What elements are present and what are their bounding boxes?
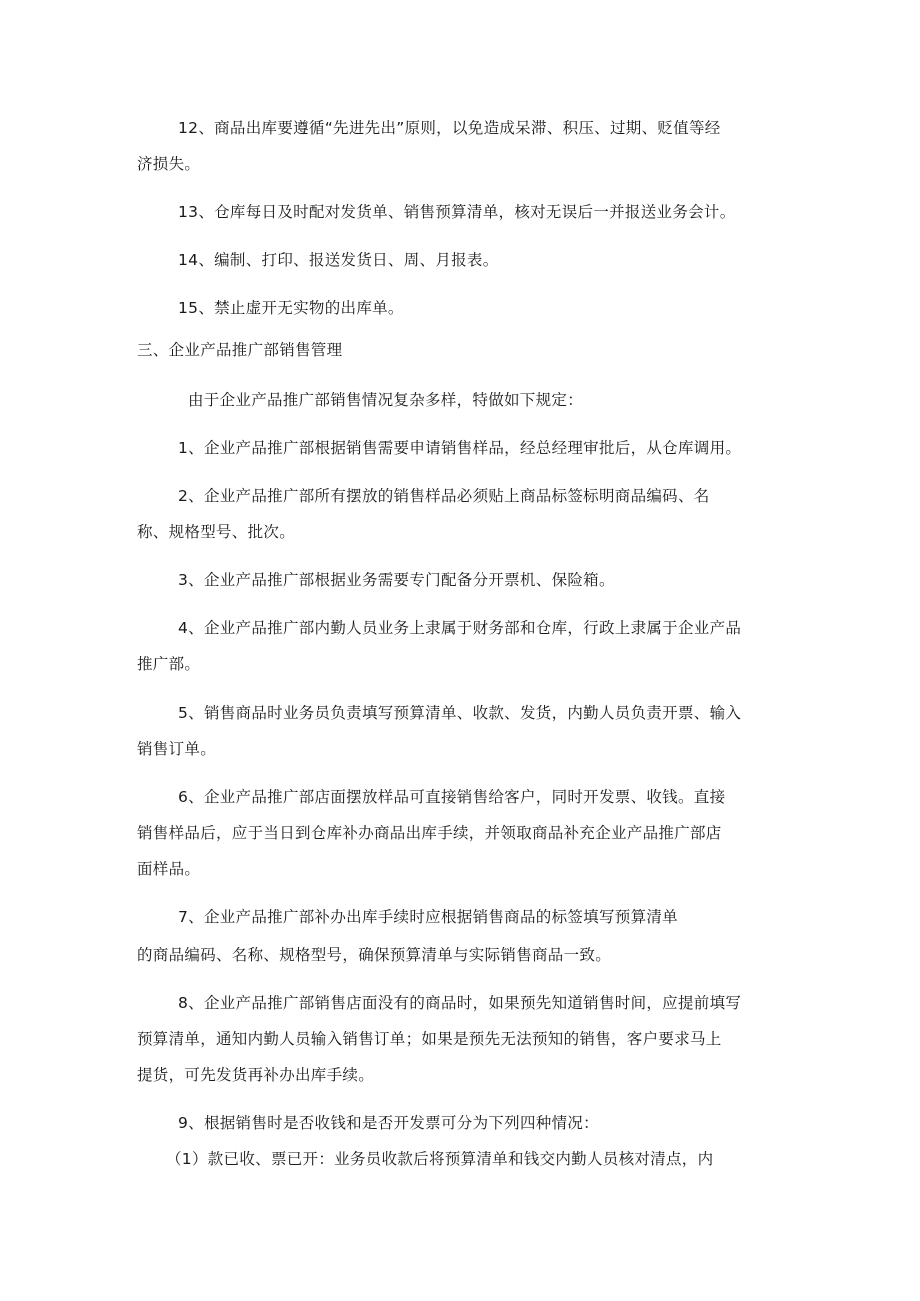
text-line: 13、仓库每日及时配对发货单、销售预算清单，核对无误后一并报送业务会计。 — [178, 203, 736, 221]
section-heading: 三、企业产品推广部销售管理 — [137, 341, 343, 359]
text-line: 6、企业产品推广部店面摆放样品可直接销售给客户，同时开发票、收钱。直接 — [178, 788, 726, 806]
text-line: 3、企业产品推广部根据业务需要专门配备分开票机、保险箱。 — [178, 571, 615, 589]
text-line: 14、编制、打印、报送发货日、周、月报表。 — [178, 251, 499, 269]
text-line: 15、禁止虚开无实物的出库单。 — [178, 299, 404, 317]
text-line: 济损失。 — [137, 155, 201, 173]
text-line: 销售订单。 — [137, 740, 217, 758]
text-line: 由于企业产品推广部销售情况复杂多样，特做如下规定： — [188, 391, 584, 409]
text-line: 1、企业产品推广部根据销售需要申请销售样品，经总经理审批后，从仓库调用。 — [178, 439, 742, 457]
text-line: 销售样品后，应于当日到仓库补办商品出库手续，并领取商品补充企业产品推广部店 — [137, 824, 722, 842]
text-line: （1）款已收、票已开：业务员收款后将预算清单和钱交内勤人员核对清点，内 — [166, 1150, 714, 1168]
text-line: 的商品编码、名称、规格型号，确保预算清单与实际销售商品一致。 — [137, 946, 612, 964]
text-line: 4、企业产品推广部内勤人员业务上隶属于财务部和仓库，行政上隶属于企业产品 — [178, 619, 742, 637]
text-line: 9、根据销售时是否收钱和是否开发票可分为下列四种情况： — [178, 1114, 599, 1132]
text-line: 2、企业产品推广部所有摆放的销售样品必须贴上商品标签标明商品编码、名 — [178, 487, 710, 505]
text-line: 12、商品出库要遵循“先进先出”原则，以免造成呆滞、积压、过期、贬值等经 — [178, 119, 721, 137]
text-line: 8、企业产品推广部销售店面没有的商品时，如果预先知道销售时间，应提前填写 — [178, 994, 742, 1012]
text-line: 7、企业产品推广部补办出库手续时应根据销售商品的标签填写预算清单 — [178, 908, 678, 926]
text-line: 提货，可先发货再补办出库手续。 — [137, 1066, 375, 1084]
text-line: 5、销售商品时业务员负责填写预算清单、收款、发货，内勤人员负责开票、输入 — [178, 704, 742, 722]
text-line: 面样品。 — [137, 860, 201, 878]
text-line: 预算清单，通知内勤人员输入销售订单；如果是预先无法预知的销售，客户要求马上 — [137, 1030, 722, 1048]
text-line: 推广部。 — [137, 655, 201, 673]
text-line: 称、规格型号、批次。 — [137, 523, 296, 541]
